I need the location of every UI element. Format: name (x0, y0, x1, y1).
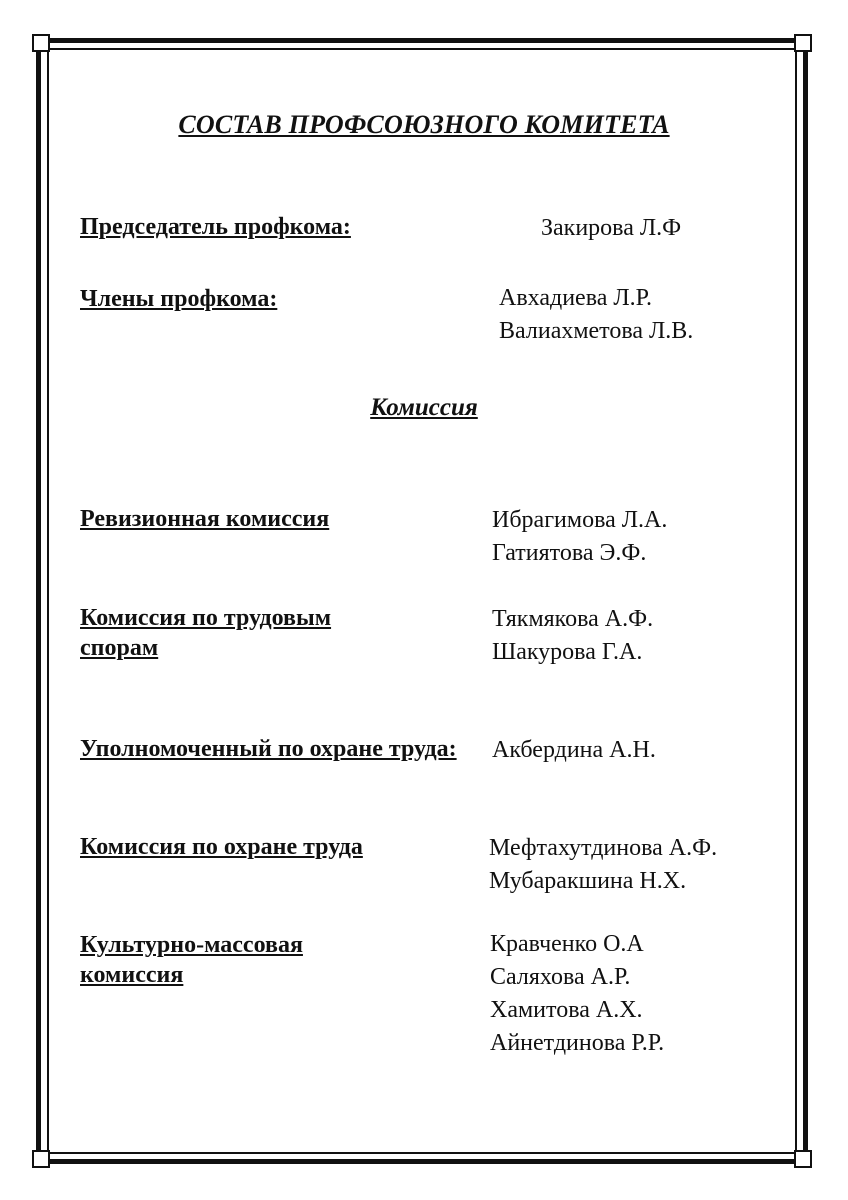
commission-names (492, 504, 667, 570)
members-role: Члены профкома: (80, 286, 278, 312)
person-name: Валиахметова Л.В. (499, 318, 694, 344)
commission-role: Комиссия по трудовым спорам (80, 605, 332, 661)
commission-role: Уполномоченный по охране труда: (80, 736, 457, 762)
person-name: Ибрагимова Л.А. (492, 507, 668, 533)
border-corner-ornament (32, 34, 50, 52)
person-name: Саляхова А.Р. (490, 964, 631, 990)
border-corner-ornament (794, 1150, 812, 1168)
person-name: Закирова Л.Ф (541, 215, 682, 241)
commission-names (490, 928, 664, 1060)
person-name: Кравченко О.А (490, 931, 644, 957)
person-name: Мефтахутдинова А.Ф. (489, 835, 718, 861)
person-name: Акбердина А.Н. (492, 737, 656, 763)
commission-heading: Комиссия (370, 394, 478, 421)
border-corner-ornament (794, 34, 812, 52)
chairman-names (541, 212, 681, 245)
chairman-role: Председатель профкома: (80, 214, 351, 240)
person-name: Тякмякова А.Ф. (492, 606, 654, 632)
document-title: СОСТАВ ПРОФСОЮЗНОГО КОМИТЕТА (178, 110, 670, 139)
commission-names (492, 603, 653, 669)
commission-names (489, 832, 717, 898)
border-corner-ornament (32, 1150, 50, 1168)
commission-role: Комиссия по охране труда (80, 834, 363, 860)
person-name: Авхадиева Л.Р. (499, 285, 652, 311)
person-name: Мубаракшина Н.Х. (489, 868, 687, 894)
person-name: Хамитова А.Х. (490, 997, 643, 1023)
members-names (499, 282, 693, 348)
person-name: Шакурова Г.А. (492, 639, 643, 665)
commission-role: Ревизионная комиссия (80, 506, 330, 532)
commission-role: Культурно-массовая комиссия (80, 932, 303, 988)
person-name: Гатиятова Э.Ф. (492, 540, 647, 566)
commission-names (492, 734, 656, 767)
person-name: Айнетдинова Р.Р. (490, 1030, 665, 1056)
